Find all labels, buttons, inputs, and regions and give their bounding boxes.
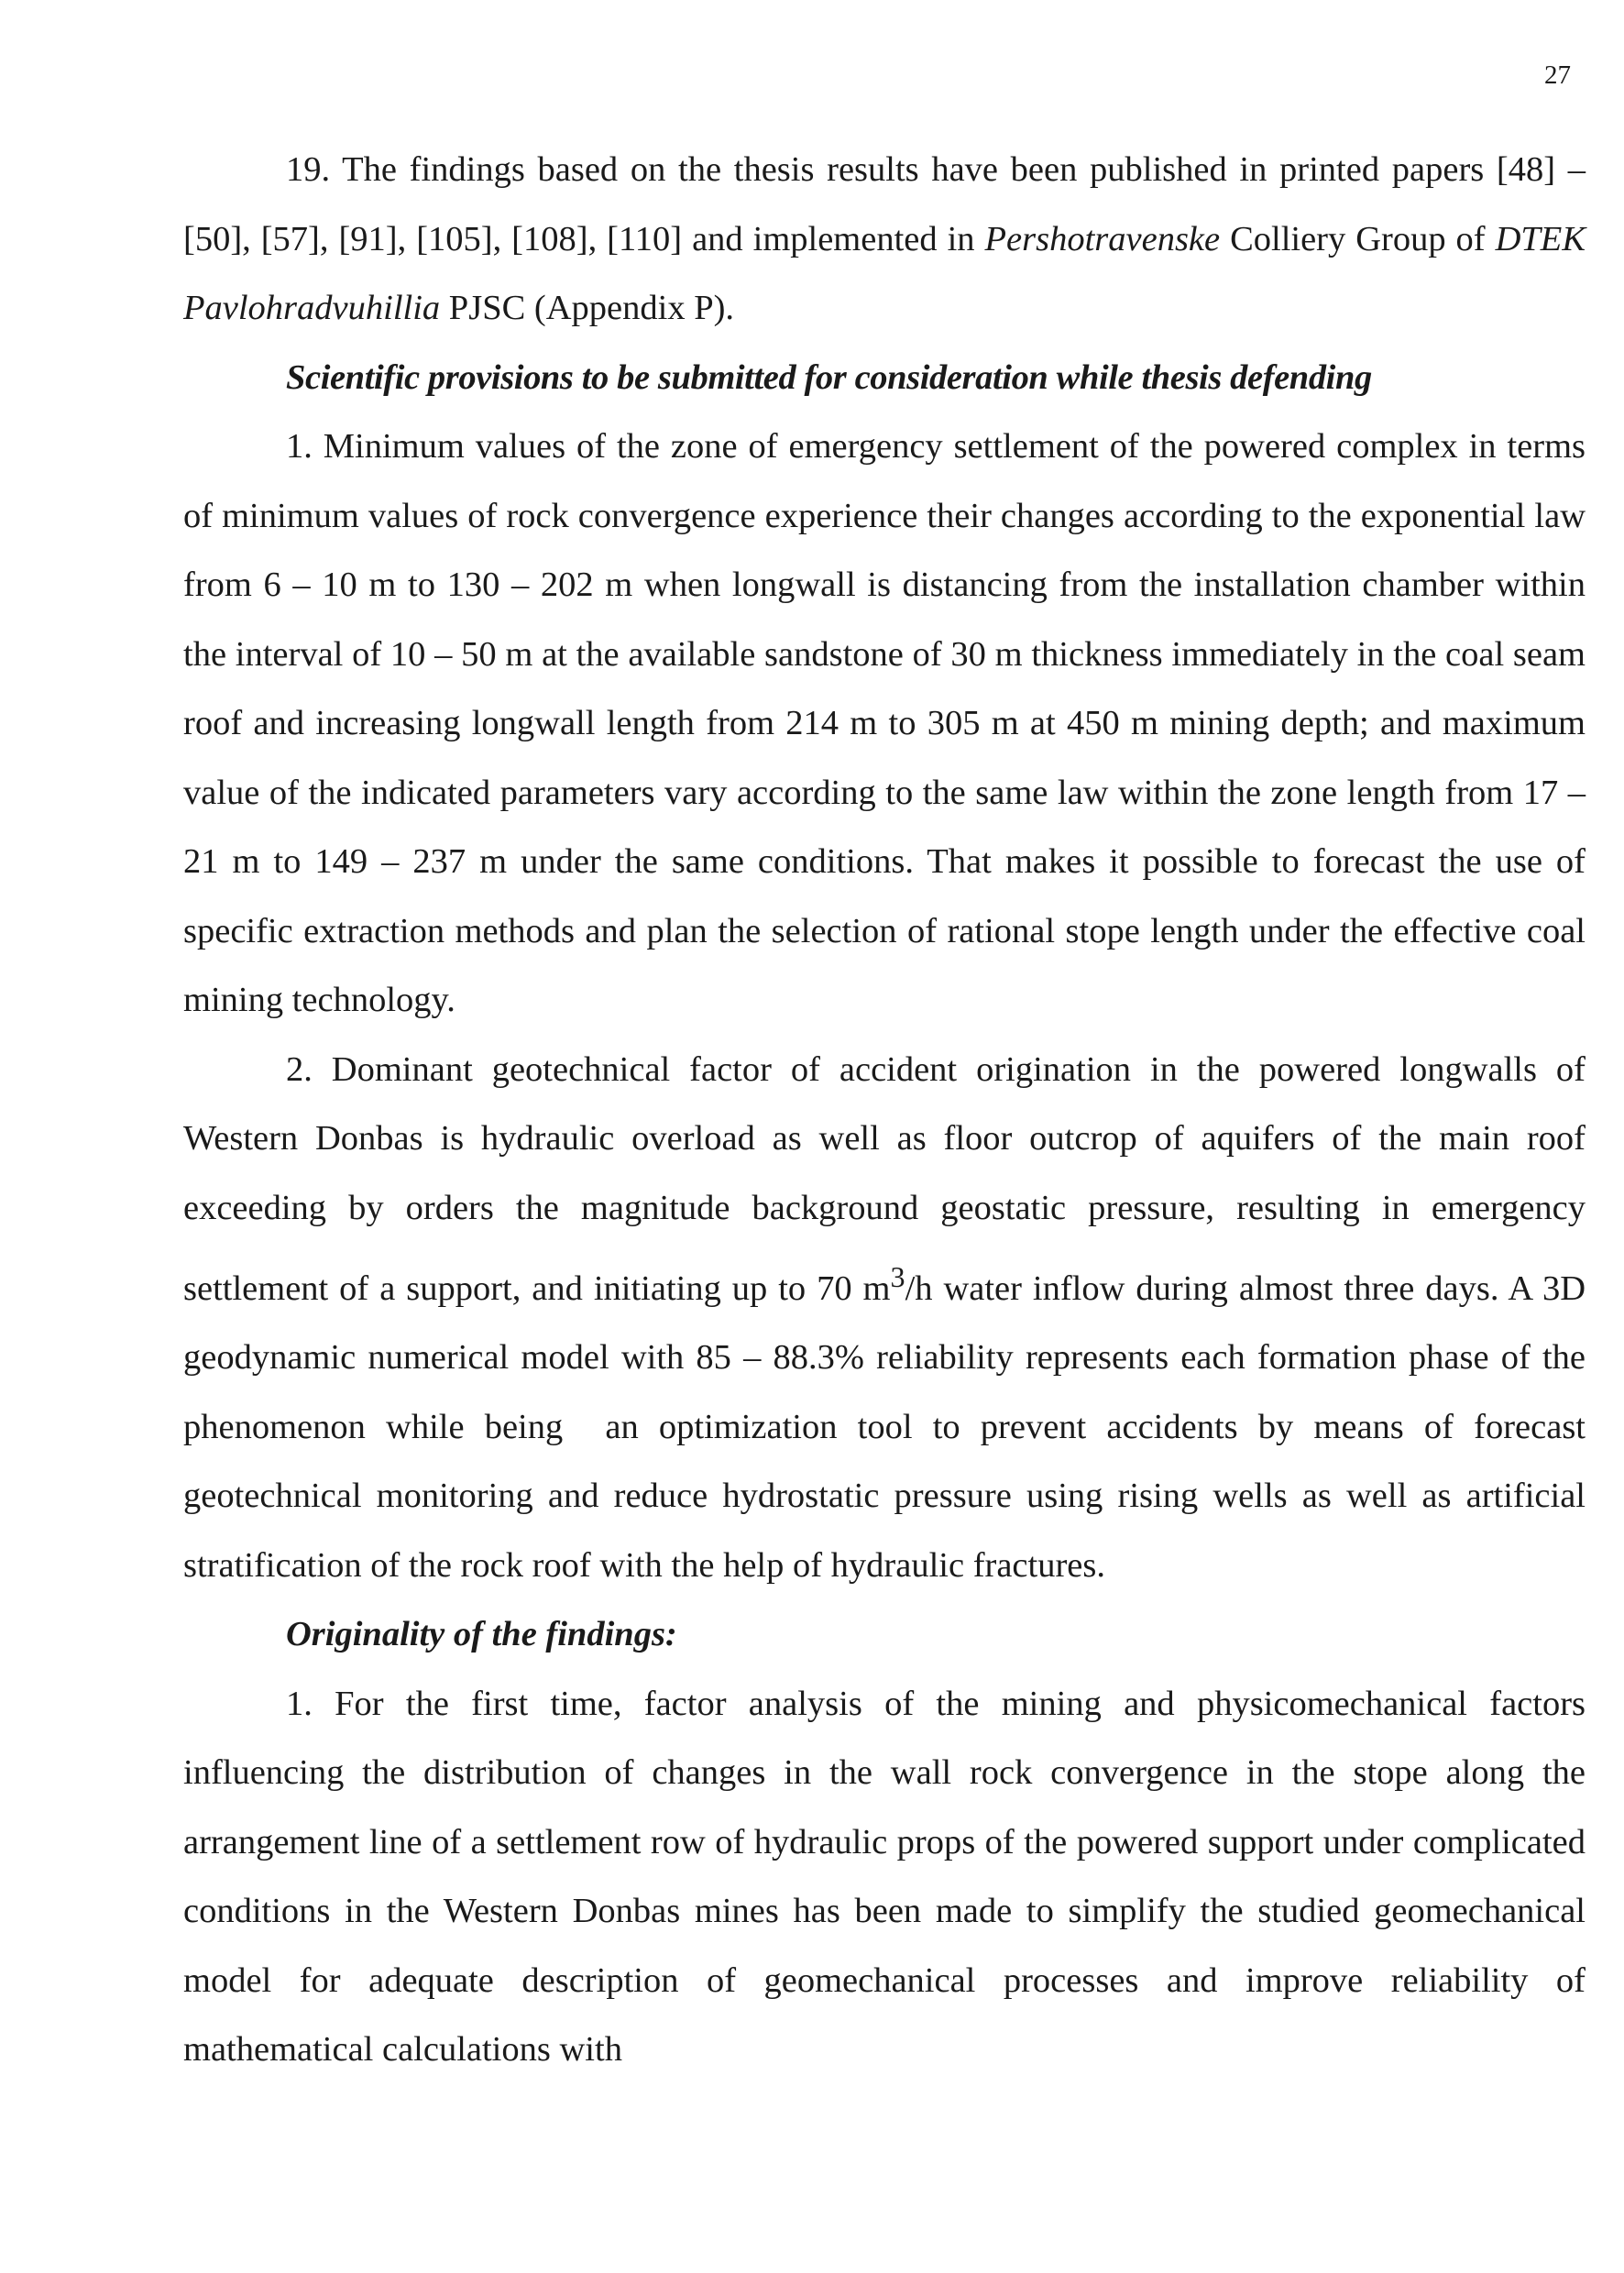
publications-text: 19. The findings based on the thesis results have been published in printed papers [48] – [50], [57], [91], [105], [108], [110] and implemented in: [183, 150, 1586, 258]
provision-2-text-2: /h water inflow during almost three days. A 3D geodynamic numerical model with 85 – 88.3% reliability represents each formation phase of the phenomenon while being: [183, 1268, 1586, 1446]
paragraph-provision-1: 1. Minimum values of the zone of emergency settlement of the powered complex in terms of minimum values of rock convergence experience their changes according to the exponential law from 6 – 10 m to 130 – 202 m when longwall is distancing from the installation chamber within the interval of 10 – 50 m at the available sandstone of 30 m thickness immediately in the coal seam roof and increasing longwall length from 214 m to 305 m at 450 m mining depth; and maximum value of the indicated parameters vary according to the same law within the zone length from 17 – 21 m to 149 – 237 m under the same conditions. That makes it possible to forecast the use of specific extraction methods and plan the selection of rational stope length under the effective coal mining technology.: [183, 427, 1586, 1019]
provision-2-text-3: an optimization tool to prevent accidents by means of forecast geotechnical monitoring and reduce hydrostatic pressure using rising wells as well as artificial stratification of the rock roof with the help of hydraulic fractures.: [183, 1407, 1586, 1585]
heading-scientific-provisions: Scientific provisions to be submitted for consideration while thesis defending: [286, 357, 1372, 397]
document-body: [183, 136, 1586, 2085]
paragraph-publications: [183, 136, 1586, 344]
page-number: 27: [1544, 60, 1571, 90]
provision-2-text: 2. Dominant geotechnical factor of accident origination in the powered longwalls of Western Donbas is hydraulic overload as well as floor outcrop of aquifers of the main roof exceeding by orders the magnitude background geostatic pressure, resulting in emergency settlement of a support, and initiating up to 70 m: [183, 1049, 1586, 1308]
publications-text-3: PJSC (Appendix P).: [440, 289, 735, 327]
paragraph-provision-2: [183, 1036, 1586, 1601]
colliery-name: Pershotravenske: [984, 219, 1221, 258]
paragraph-originality-1: 1. For the first time, factor analysis of the mining and physicomechanical factors influencing the distribution of changes in the wall rock convergence in the stope along the arrangement line of a settlement row of hydraulic props of the powered support under complicated conditions in the Western Donbas mines has been made to simplify the studied geomechanical model for adequate description of geomechanical processes and improve reliability of mathematical calculations with: [183, 1684, 1586, 2070]
superscript-cubed: 3: [890, 1260, 905, 1293]
publications-text-2: Colliery Group of: [1220, 219, 1496, 258]
heading-originality: Originality of the findings:: [286, 1615, 677, 1654]
company-name: DTEK Pavlohradvuhillia: [183, 219, 1586, 327]
